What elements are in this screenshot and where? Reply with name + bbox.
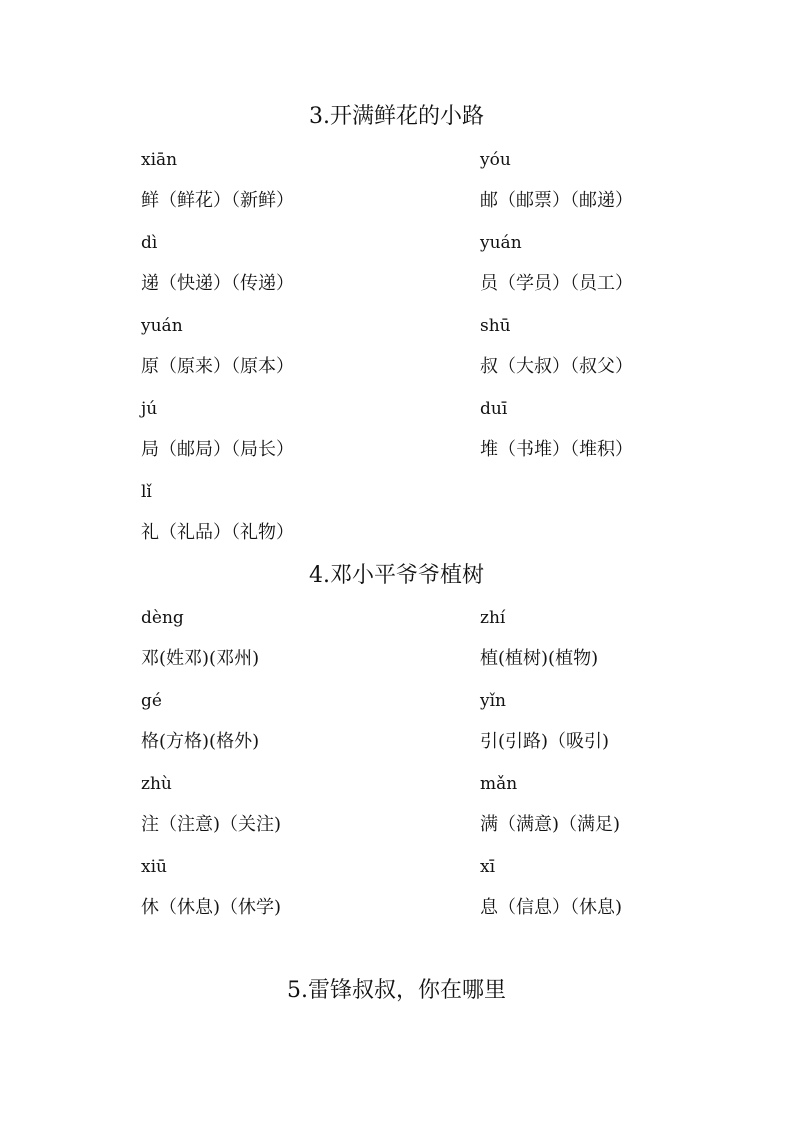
word-list: 堆（书堆）（堆积） [480, 439, 633, 460]
pinyin: duī [480, 399, 508, 419]
word-list: 引(引路)（吸引) [480, 731, 610, 752]
section-title-4: 4.邓小平爷爷植树 [309, 563, 484, 588]
word-list: 注（注意)（关注) [141, 814, 282, 835]
word-list: 休（休息)（休学) [141, 897, 282, 918]
word-list: 邓(姓邓)(邓州) [141, 648, 260, 669]
word-list: 息（信息）（休息) [480, 897, 623, 918]
section-title-5: 5.雷锋叔叔，你在哪里 [287, 978, 506, 1003]
vocab-entry [480, 856, 622, 920]
word-list: 递（快递）（传递） [141, 273, 294, 294]
vocab-entry [141, 398, 294, 462]
pinyin: gé [141, 691, 162, 711]
pinyin: xī [480, 857, 496, 877]
word-list: 鲜（鲜花）（新鲜） [141, 190, 294, 211]
section-title-3: 3.开满鲜花的小路 [309, 104, 484, 129]
pinyin: dì [141, 233, 158, 253]
vocab-entry [141, 232, 294, 296]
vocab-entry [480, 607, 598, 671]
vocab-entry [480, 232, 633, 296]
pinyin: yǐn [480, 691, 506, 711]
vocab-entry [141, 315, 294, 379]
word-list: 邮（邮票）（邮递） [480, 190, 633, 211]
word-list: 局（邮局）（局长） [141, 439, 294, 460]
vocab-entry [480, 149, 633, 213]
vocab-entry [141, 607, 259, 671]
pinyin: yóu [480, 150, 511, 170]
word-list: 满（满意)（满足) [480, 814, 621, 835]
word-list: 叔（大叔）（叔父） [480, 356, 633, 377]
vocab-entry [480, 315, 633, 379]
word-list: 原（原来）（原本） [141, 356, 294, 377]
pinyin: shū [480, 316, 511, 336]
word-list: 格(方格)(格外) [141, 731, 260, 752]
pinyin: xiū [141, 857, 167, 877]
vocab-entry [141, 149, 294, 213]
vocab-entry [141, 690, 259, 754]
vocab-entry [141, 481, 294, 545]
pinyin: mǎn [480, 774, 518, 794]
vocab-entry [141, 856, 281, 920]
vocab-entry [480, 773, 620, 837]
pinyin: lǐ [141, 482, 152, 502]
word-list: 礼（礼品）（礼物） [141, 522, 294, 543]
vocab-entry [480, 398, 633, 462]
pinyin: xiān [141, 150, 178, 170]
vocab-entry [141, 773, 281, 837]
word-list: 员（学员）（员工） [480, 273, 633, 294]
pinyin: yuán [141, 316, 183, 336]
pinyin: dèng [141, 608, 184, 628]
vocab-entry [480, 690, 609, 754]
pinyin: yuán [480, 233, 522, 253]
pinyin: jú [141, 399, 158, 419]
pinyin: zhù [141, 774, 172, 794]
word-list: 植(植树)(植物) [480, 648, 599, 669]
pinyin: zhí [480, 608, 506, 628]
